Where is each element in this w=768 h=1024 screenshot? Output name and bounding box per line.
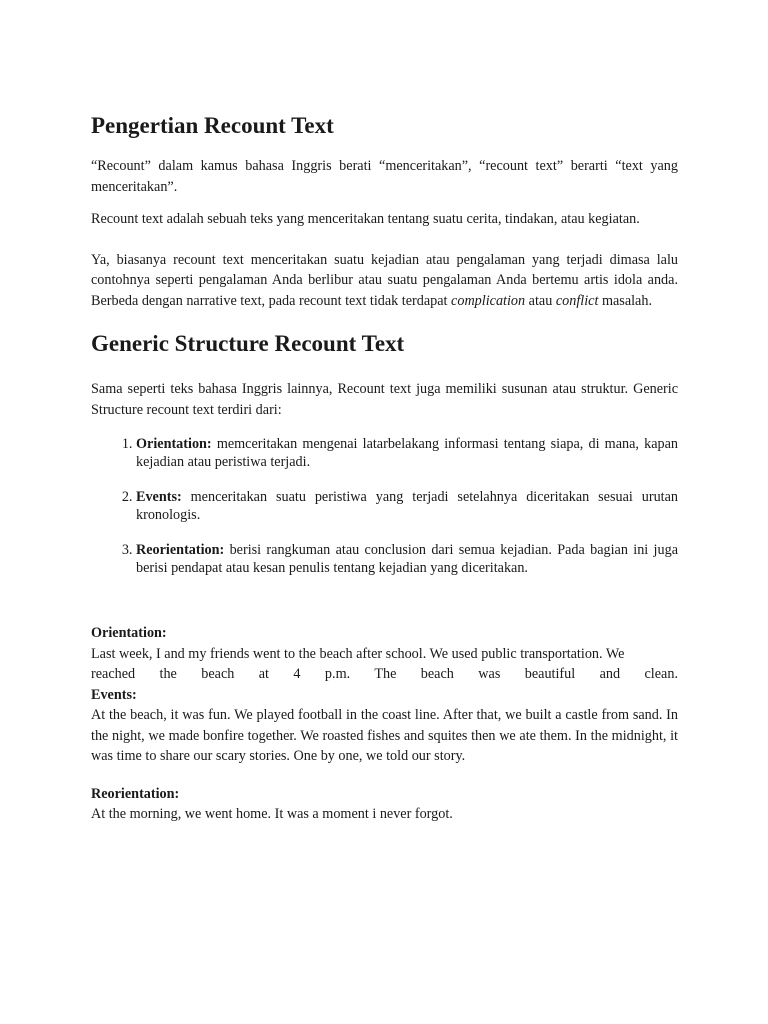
example-orientation-line2: reached the beach at 4 p.m. The beach was beautiful and clean.	[91, 666, 678, 682]
paragraph-explanation-end: masalah.	[598, 292, 652, 309]
example-events-text: At the beach, it was fun. We played football in the coast line. After that, we built a castle from sand. In the night, we made bonfire together. We roasted fishes and squites then we ate them. In the midnight, it was time to share our scary stories. One by one, we told our story.	[91, 707, 678, 764]
term-reorientation: Reorientation:	[136, 542, 225, 558]
list-item-reorientation	[136, 542, 678, 577]
italic-conflict: conflict	[555, 292, 599, 309]
paragraph-explanation-mid: atau	[525, 292, 556, 309]
spacer	[91, 767, 678, 784]
paragraph-recount-meaning: Recount text adalah sebuah teks yang menceritakan tentang suatu cerita, tindakan, atau kegiatan.	[91, 211, 640, 227]
example-text	[91, 623, 678, 825]
document-page	[91, 112, 678, 825]
example-reorientation-text: At the morning, we went home. It was a moment i never forgot.	[91, 806, 453, 822]
paragraph-definition: “Recount” dalam kamus bahasa Inggris berati “menceritakan”, “recount text” berarti “text yang menceritakan”.	[91, 158, 678, 195]
italic-complication: complication	[451, 292, 526, 309]
term-orientation: Orientation:	[136, 436, 212, 452]
list-item-orientation	[136, 436, 678, 471]
term-events: Events:	[136, 489, 182, 505]
paragraph-structure-intro: Sama seperti teks bahasa Inggris lainnya, Recount text juga memiliki susunan atau struktur. Generic Structure recount text terdiri dari:	[91, 381, 678, 418]
example-orientation-line1: Last week, I and my friends went to the beach after school. We used public transportation. We	[91, 645, 625, 662]
heading-generic-structure: Generic Structure Recount Text	[91, 331, 405, 356]
structure-list	[91, 436, 678, 577]
example-orientation-label: Orientation:	[91, 625, 167, 641]
list-item-events	[136, 489, 678, 524]
paragraph-explanation	[91, 250, 678, 312]
desc-events: menceritakan suatu peristiwa yang terjadi setelahnya diceritakan sesuai urutan kronologis.	[136, 489, 678, 523]
desc-orientation: memceritakan mengenai latarbelakang informasi tentang siapa, di mana, kapan kejadian atau peristiwa terjadi.	[136, 436, 678, 470]
example-reorientation-label: Reorientation:	[91, 785, 180, 802]
desc-reorientation: berisi rangkuman atau conclusion dari semua kejadian. Pada bagian ini juga berisi pendapat atau kesan penulis tentang kejadian yang diceritakan.	[136, 542, 678, 576]
paragraph-explanation-start: Ya, biasanya recount text menceritakan suatu kejadian atau pengalaman yang terjadi dimasa lalu contohnya seperti pengalaman Anda berlibur atau suatu pengalaman Anda bertemu artis idola anda. Berbeda dengan narrative text, pada recount text tidak terdapat	[91, 251, 678, 309]
example-events-label: Events:	[91, 686, 137, 703]
heading-pengertian: Pengertian Recount Text	[91, 113, 334, 138]
